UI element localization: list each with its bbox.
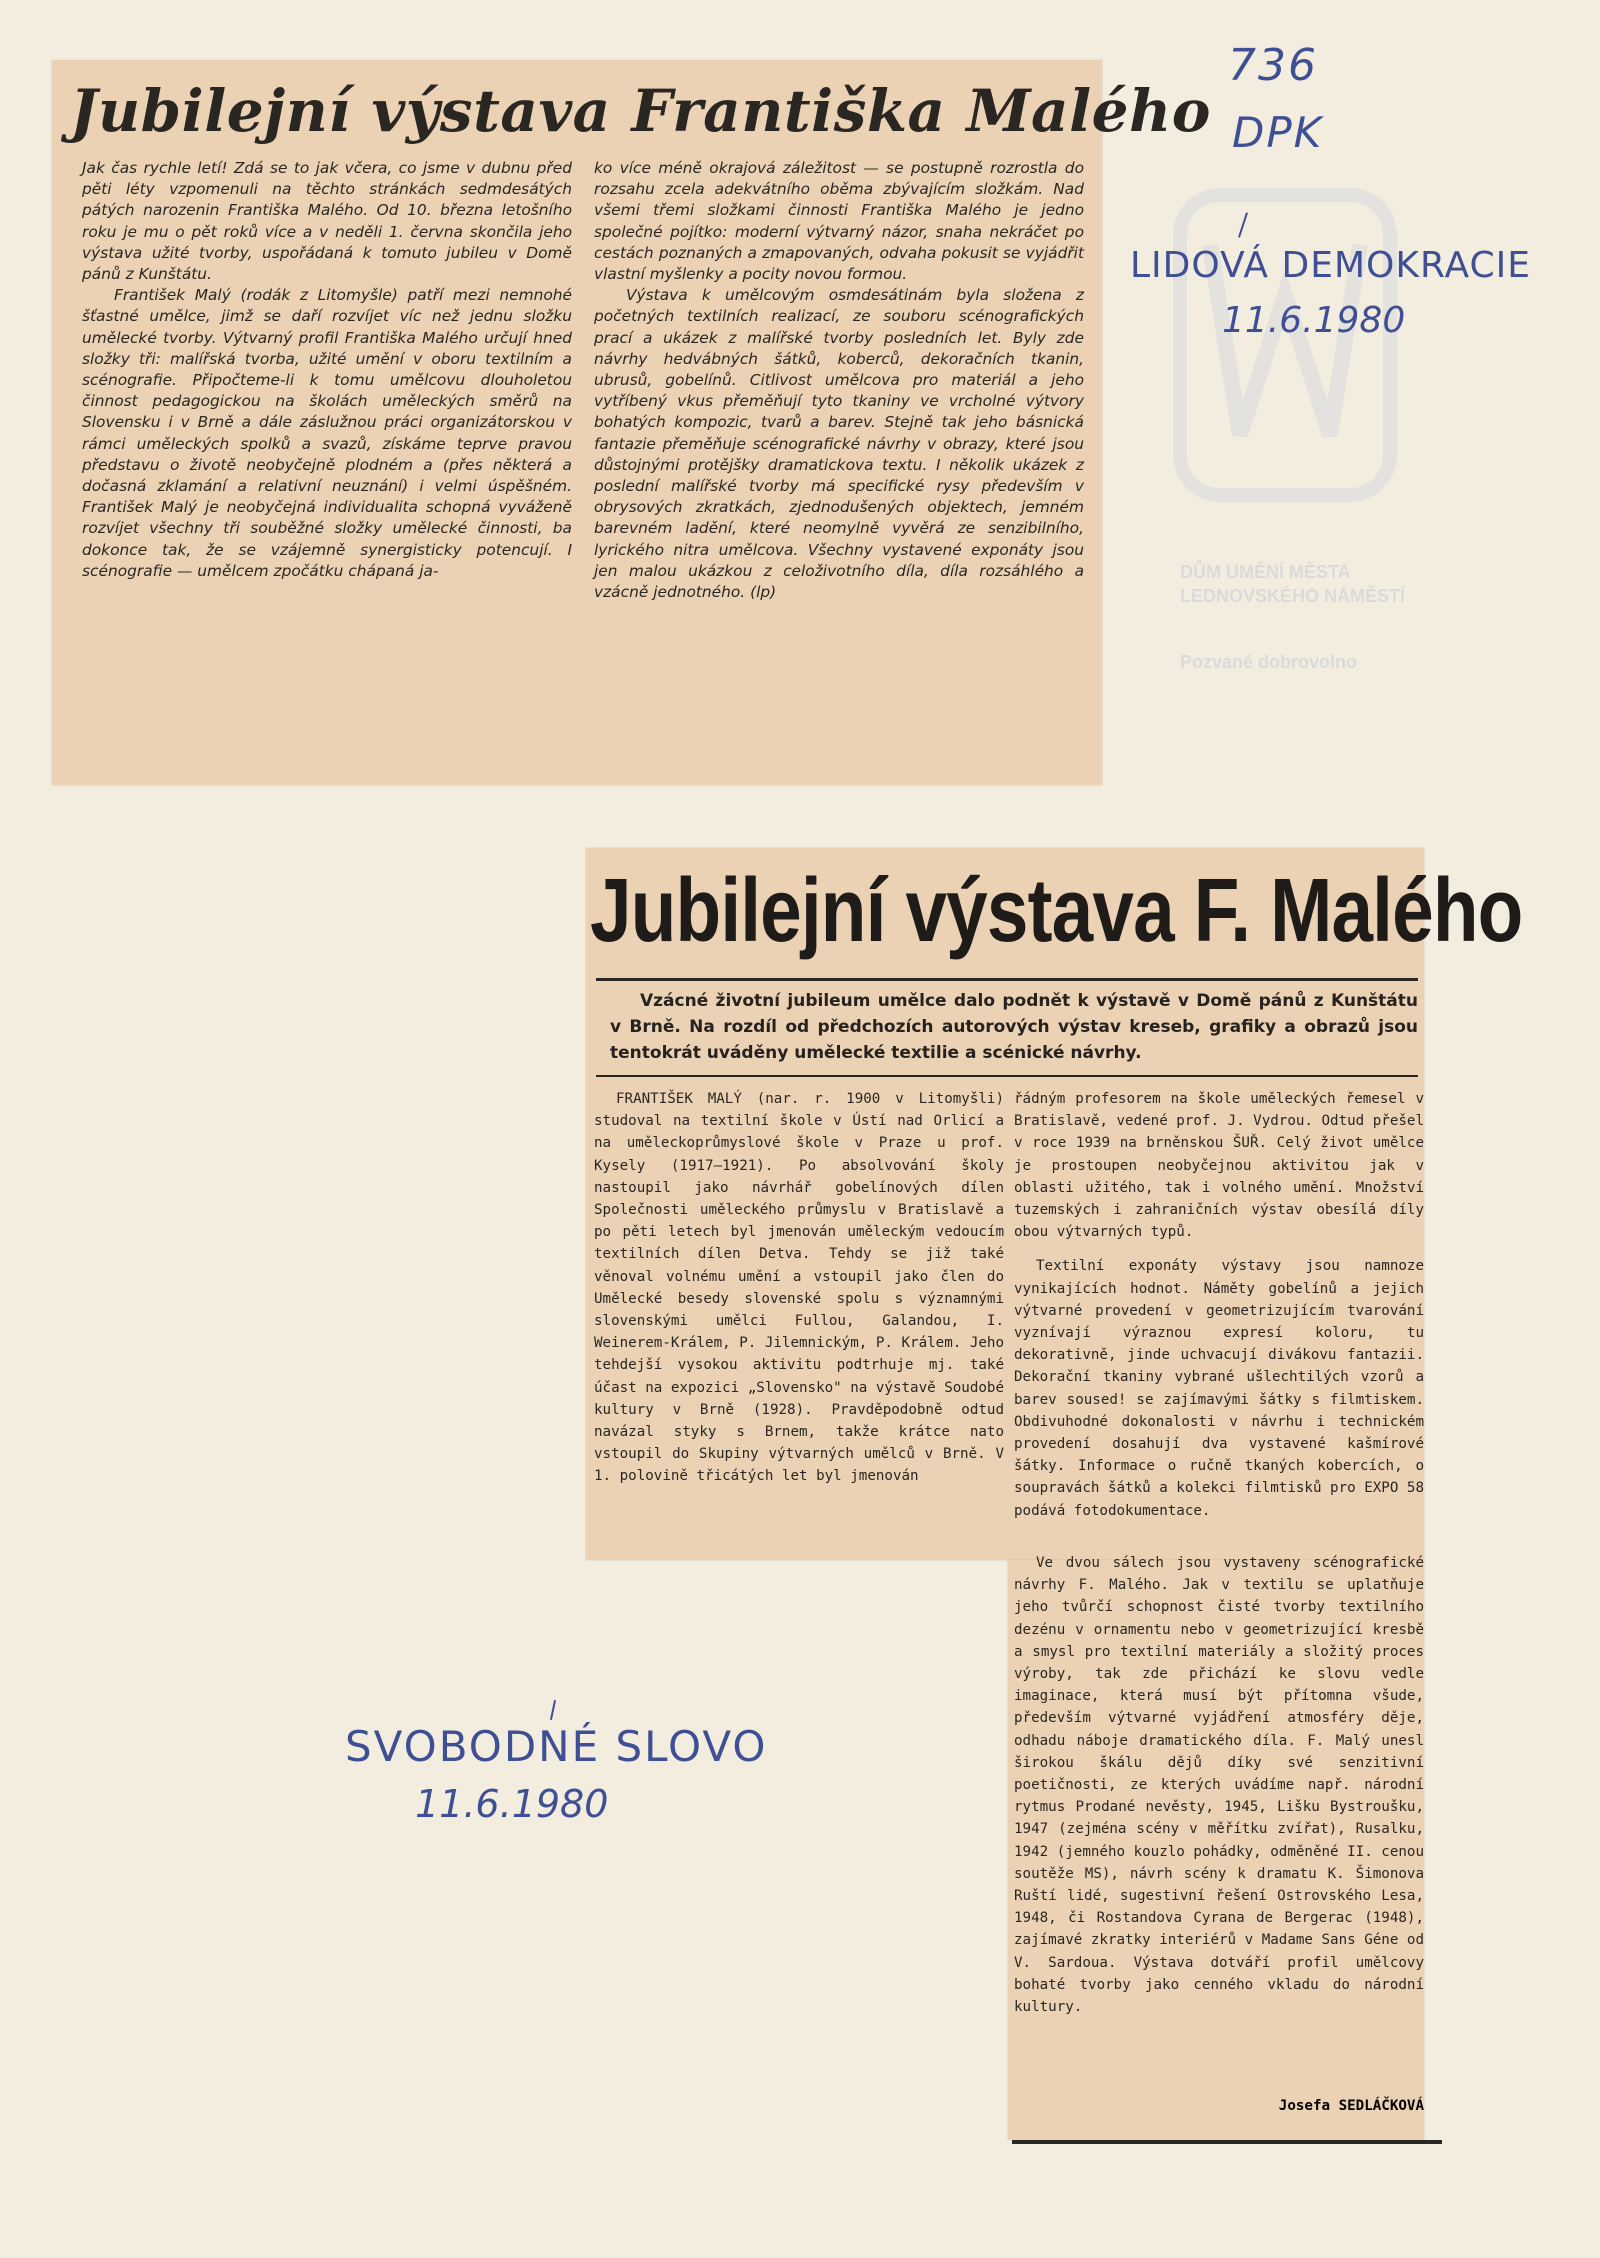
article-column-2	[594, 158, 1084, 603]
handwritten-date-1: 11.6.1980	[1222, 300, 1406, 341]
handwritten-source-1: LIDOVÁ DEMOKRACIE	[1130, 245, 1532, 286]
paragraph: Jak čas rychle letí! Zdá se to jak včera, co jsme v dubnu před pěti léty vzpomenuli na těchto stránkách sedmdesátých pátých narozenin Františka Malého. Od 10. března letošního roku je mu o pět roků více a v neděli 1. června skončila jeho výstava užité tvorby, uspořádaná k tomuto jubileu v Domě pánů z Kunštátu.	[82, 159, 572, 284]
divider	[596, 1075, 1418, 1077]
article-column-right	[1014, 1088, 1424, 1522]
article-lead: Vzácné životní jubileum umělce dalo podnět k výstavě v Domě pánů z Kunštátu v Brně. Na rozdíl od předchozích autorových výstav kreseb, grafiky a obrazů jsou tentokrát uváděny umělecké textilie a scénické návrhy.	[610, 991, 1418, 1063]
clipping-lidova-demokracie	[52, 60, 1211, 785]
handwritten-archive-code: DPK	[1232, 108, 1324, 157]
handwritten-date-2: 11.6.1980	[415, 1782, 609, 1826]
article-title: Jubilejní výstava F. Malého	[590, 861, 1523, 961]
paragraph: František Malý (rodák z Litomyšle) patří mezi nemnohé šťastné umělce, jimž se daří rozvíjet víc než jednu složku umělecké tvorby. Výtvarný profil Františka Malého určují hned složky tři: malířská tvorba, užité umění v oboru textilním a scénografie. Připočteme-li k tomu umělcovu dlouholetou činnost pedagogickou na školách uměleckých směrů na Slovensku i v Brně a dále záslužnou práci organizátorskou v rámci uměleckých spolků a svazů, získáme teprve pravou představu o životě neobyčejně plodném a (přes některá a dočasná zklamání a relativní neuznání) i velmi úspěšném. František Malý je neobyčejná individualita schopná vyváženě rozvíjet všechny tři souběžné složky umělecké činnosti, ba dokonce tak, že se vzájemně synergisticky potencují. I scénografie — umělcem zpočátku chápaná ja-	[82, 286, 572, 580]
divider	[596, 978, 1418, 981]
article-column-left	[594, 1088, 1004, 1488]
watermark-logo	[1170, 185, 1400, 505]
article-column-tail	[1014, 1552, 1424, 2018]
article-column-1	[82, 158, 572, 603]
article-title: Jubilejní výstava Františka Malého	[70, 77, 1211, 145]
stamp-text: DŮM UMĚNÍ MĚSTA LEDNOVSKÉHO NÁMĚSTÍ Pozvané dobrovolno	[1180, 562, 1406, 672]
paragraph: Výstava k umělcovým osmdesátinám byla složena z početných textilních realizací, ze souboru scénografických prací a ukázek z malířské tvorby posledních let. Byly zde návrhy hedvábných šátků, koberců, dekoračních tkanin, ubrusů, gobelínů. Citlivost umělcova pro materiál a jeho vytříbený vkus přeměňují tyto tkaniny ve vrcholné výtvory bohatých kompozic, tvarů a barev. Stejně tak jeho básnická fantazie přeměňuje scénografické návrhy v obrazy, které jsou důstojnými protějšky dramatickova textu. I několik ukázek z poslední malířské tvorby má specifické rysy především v obrysových zkratkách, zjednodušených objektech, jemném barevném ladění, které neomylně vyvěrá ze senzibilního, lyrického nitra umělcova. Všechny vystavené exponáty jsou jen malou ukázkou z celoživotního díla, díla rozsáhlého a vzácně jednotného. (lp)	[594, 286, 1084, 602]
handwritten-accent	[550, 1700, 556, 1720]
divider	[1012, 2140, 1442, 2144]
paragraph: Textilní exponáty výstavy jsou namnoze vynikajících hodnot. Náměty gobelínů a jejich výtvarné provedení v geometrizujícím tvarování vyznívají výraznou expresí koloru, tu dekorativně, jinde uchvacují divákovu fantazii. Dekorační tkaniny vybrané ušlechtilých vzorů a barev soused! se zajímavými šátky s filmtiskem. Obdivuhodné dokonalosti v návrhu i technickém provedení dosahují dva vystavené kašmírové šátky. Informace o ručně tkaných kobercích, o soupravách šátků a kolekci filmtisků pro EXPO 58 podává fotodokumentace.	[1014, 1258, 1424, 1519]
paragraph: ko více méně okrajová záležitost — se postupně rozrostla do rozsahu zcela adekvátního oběma zbývajícím složkám. Nad všemi třemi složkami činnosti Františka Malého je jedno společné pojítko: moderní výtvarný názor, snaha nekráčet po cestách poznaných a zmapovaných, odvaha pokusit se vyjádřit vlastní myšlenky a pocity novou formou.	[594, 159, 1084, 284]
paragraph: FRANTIŠEK MALÝ (nar. r. 1900 v Litomyšli) studoval na textilní škole v Ústí nad Orlicí a na uměleckoprůmyslové škole v Praze u prof. Kysely (1917—1921). Po absolvování školy nastoupil jako návrhář gobelínových dílen Společnosti uměleckého průmyslu v Bratislavě a po pěti letech byl jmenován uměleckým vedoucím textilních dílen Detva. Tehdy se již také věnoval volnému umění a vstoupil jako člen do Umělecké besedy slovenské spolu s významnými slovenskými umělci Fullou, Galandou, I. Weinerem-Králem, P. Jilemnickým, P. Králem. Jeho tehdejší vysokou aktivitu podtrhuje mj. také účast na expozici „Slovensko" na výstavě Soudobé kultury v Brně (1928). Pravděpodobně odtud navázal styky s Brnem, takže krátce nato vstoupil do Skupiny výtvarných umělců v Brně. V 1. polovině třicátých let byl jmenován	[594, 1091, 1004, 1485]
paragraph: Ve dvou sálech jsou vystaveny scénografické návrhy F. Malého. Jak v textilu se uplatňuje jeho tvůrčí schopnost čisté tvorby textilního dezénu v ornamentu nebo v geometrizující kresbě a smysl pro textilní materiály a složitý proces výroby, tak zde přichází ke slovu vedle imaginace, která musí být přítomna všude, především výtvarné vyjádření atmosféry děje, odhadu náboje dramatického díla. F. Malý unesl širokou škálu dějů díky své senzitivní poetičnosti, ze kterých uvádíme např. národní rytmus Prodané nevěsty, 1945, Lišku Bystroušku, 1947 (zejména scény v měřítku zvířat), Rusalku, 1942 (jemného kouzlo pohádky, odměněné II. cenou soutěže MS), návrh scény k dramatu K. Šimonova Ruští lidé, sugestivní řešení Ostrovského Lesa, 1948, či Rostandova Cyrana de Bergerac (1948), zajímavé zkratky interiérů v Madame Sans Géne od V. Sardoua. Výstava dotváří profil umělcovy bohaté tvorby jako cenného vkladu do národní kultury.	[1014, 1555, 1424, 2016]
article-author: Josefa SEDLÁČKOVÁ	[1278, 2098, 1424, 2114]
handwritten-source-2: SVOBODNÉ SLOVO	[345, 1722, 768, 1771]
handwritten-number: 736	[1228, 40, 1318, 91]
paragraph: řádným profesorem na škole uměleckých řemesel v Bratislavě, vedené prof. J. Vydrou. Odtud přešel v roce 1939 na brněnskou ŠUŘ. Celý život umělce je prostoupen neobyčejnou aktivitou jak v oblasti užitého, tak i volného umění. Množství tuzemských i zahraničních výstav obesílá díly obou výtvarných typů.	[1014, 1091, 1424, 1241]
